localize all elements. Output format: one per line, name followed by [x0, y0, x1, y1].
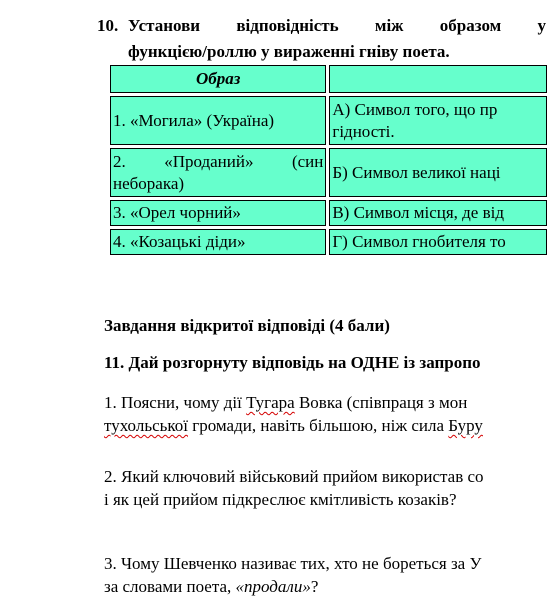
- question-11: 11. Дай розгорнуту відповідь на ОДНЕ із запропо: [104, 353, 481, 372]
- table-row: [110, 200, 547, 226]
- header-image: Образ: [110, 65, 326, 93]
- table-row: [110, 96, 547, 145]
- option-1: [104, 391, 483, 437]
- function-cell: Б) Символ великої наці: [329, 148, 547, 197]
- option-line: і як цей прийом підкреслює кмітливість козаків?: [104, 490, 457, 509]
- question-number: 10.: [97, 16, 119, 35]
- table-row: [110, 148, 547, 197]
- section-title: Завдання відкритої відповіді (4 бали): [104, 316, 390, 335]
- image-cell: [110, 148, 326, 197]
- matching-table: [107, 62, 550, 258]
- option-line: 3. Чому Шевченко називає тих, хто не бореться за У: [104, 554, 482, 573]
- function-cell: [329, 96, 547, 145]
- misspelled-word: тухольської: [104, 416, 188, 435]
- option-line: [104, 391, 483, 414]
- option-line: [104, 575, 482, 598]
- image-cell: 1. «Могила» (Україна): [110, 96, 326, 145]
- table-row: [110, 229, 547, 255]
- misspelled-word: Буру: [448, 416, 483, 435]
- image-cell: 3. «Орел чорний»: [110, 200, 326, 226]
- option-line: [104, 414, 483, 437]
- text-run: ?: [310, 577, 319, 596]
- option-line: 2. Який ключовий військовий прийом використав со: [104, 467, 484, 486]
- image-cell: 4. «Козацькі діди»: [110, 229, 326, 255]
- header-function: [329, 65, 547, 93]
- text-run: за словами поета,: [104, 577, 236, 596]
- question-text-line2: функцією/роллю у вираженні гніву поета.: [128, 42, 450, 61]
- function-line: А) Символ того, що пр: [332, 99, 498, 119]
- option-3: [104, 552, 482, 598]
- text-run: громади, навіть більшою, ніж сила: [188, 416, 449, 435]
- function-cell: В) Символ місця, де від: [329, 200, 547, 226]
- quoted-word: «продали»: [235, 577, 311, 596]
- text-run: 1. Поясни, чому дії: [104, 393, 247, 412]
- image-line: [113, 151, 323, 173]
- image-word: (син: [291, 151, 324, 171]
- option-2: [104, 465, 484, 511]
- image-word: 2.: [113, 151, 126, 171]
- question-text-line1: Установи відповідність між образом у: [128, 16, 546, 35]
- image-word: «Проданий»: [164, 151, 254, 171]
- text-run: Вовка (співпраця з мон: [294, 393, 468, 412]
- function-cell: Г) Символ гнобителя то: [329, 229, 547, 255]
- image-line: неборака): [113, 173, 185, 193]
- function-line: гідності.: [332, 121, 395, 141]
- misspelled-word: Тугара: [246, 393, 295, 412]
